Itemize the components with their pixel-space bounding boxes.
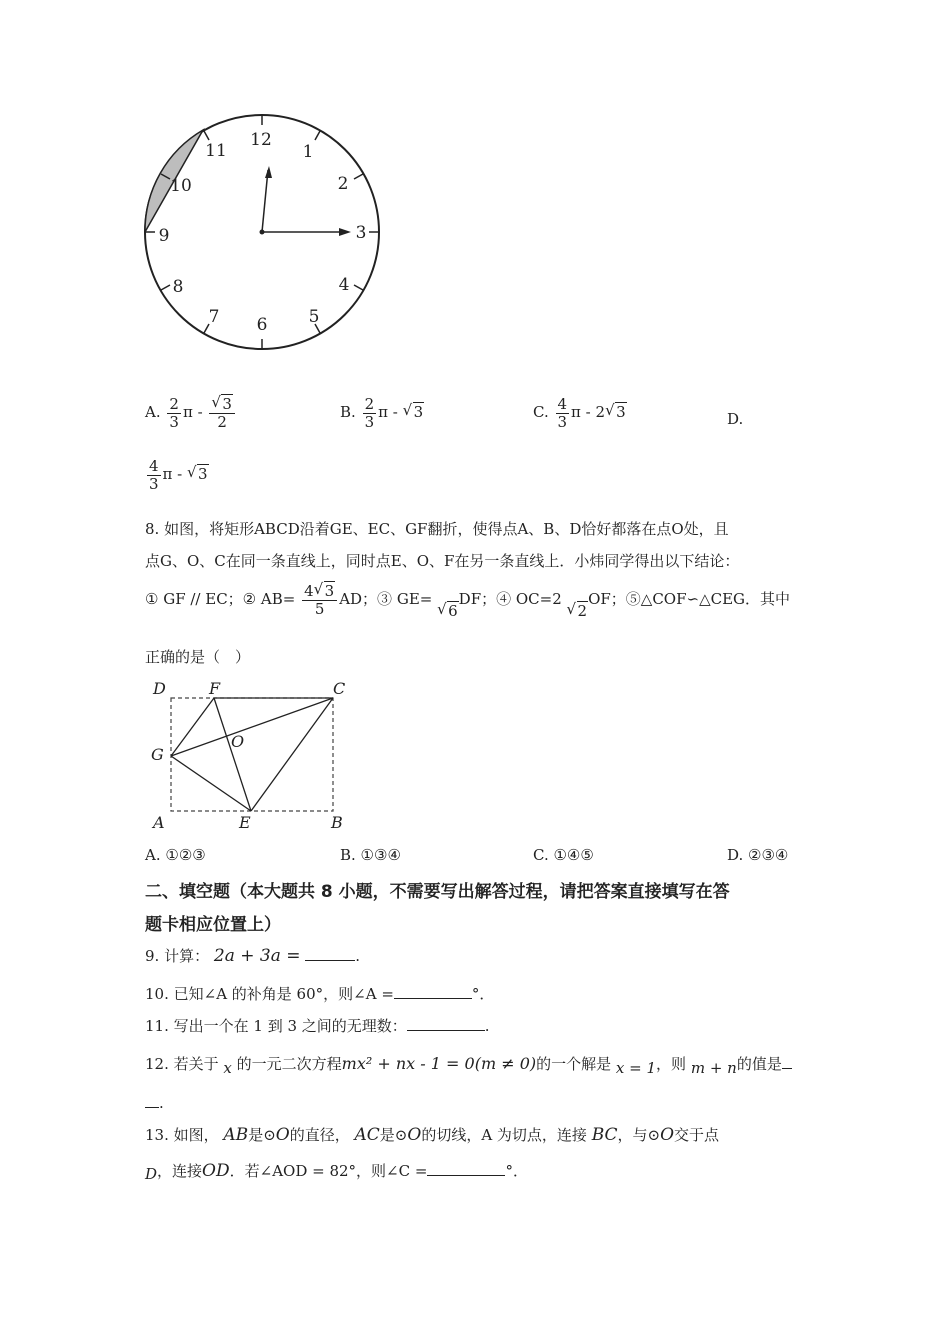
fraction — [556, 396, 570, 430]
sqrt — [605, 403, 627, 421]
q13-seg-bc: BC — [591, 1125, 618, 1145]
clock-number: 2 — [337, 174, 349, 194]
fraction — [302, 583, 337, 617]
q7-option-a — [145, 396, 237, 430]
point-label-f: F — [209, 679, 221, 698]
option-label: C. — [533, 403, 549, 421]
denominator: 2 — [217, 412, 227, 431]
q13-line2 — [145, 1160, 528, 1181]
option-label: B. — [340, 403, 356, 421]
q8-text: AD；③ GE= — [339, 590, 433, 608]
denominator: 5 — [314, 599, 325, 618]
q12-solution: x = 1 — [615, 1059, 657, 1077]
rectangle-fold-figure — [145, 676, 365, 836]
sqrt — [187, 465, 209, 483]
clock-figure — [135, 108, 390, 363]
q13-seg-od: OD — [202, 1161, 230, 1181]
clock-number: 8 — [172, 277, 184, 297]
q12-text: 12. 若关于 — [145, 1055, 219, 1073]
radicand: 3 — [616, 403, 626, 421]
radicand: 3 — [413, 403, 424, 421]
q12-suffix: . — [159, 1094, 164, 1112]
answer-blank[interactable] — [145, 1093, 159, 1108]
q13-text: 13. 如图， — [145, 1126, 219, 1144]
q13-text: 的切线，A 为切点，连接 — [421, 1126, 587, 1144]
sqrt — [437, 602, 459, 620]
q12-line2 — [145, 1093, 164, 1112]
clock-number: 10 — [170, 176, 192, 196]
clock-number: 3 — [355, 223, 367, 243]
radicand: 3 — [198, 465, 208, 483]
option-label: A. — [145, 403, 161, 421]
q13-text: 交于点 — [674, 1126, 720, 1144]
radicand: 2 — [577, 602, 588, 620]
point-label-e: E — [239, 813, 251, 832]
denominator: 3 — [169, 412, 179, 431]
q13-text: 是⊙ — [248, 1126, 276, 1144]
q10 — [145, 983, 494, 1004]
q13-text: ，与⊙ — [617, 1126, 661, 1144]
q13-point-d: D — [145, 1165, 158, 1183]
fraction — [167, 396, 181, 430]
radicand: 6 — [448, 602, 458, 620]
clock-number: 5 — [308, 307, 320, 327]
expr-rest: π - — [378, 403, 403, 421]
q13-text: 是⊙ — [379, 1126, 408, 1144]
q8-line2: 点G、O、C在同一条直线上，同时点E、O、F在另一条直线上．小炜同学得出以下结论： — [145, 552, 740, 570]
radicand: 3 — [222, 395, 232, 413]
q8-line1: 8. 如图，将矩形ABCD沿着GE、EC、GF翻折，使得点A、B、D恰好都落在点O处，且 — [145, 520, 729, 538]
q12-text: 的值是 — [736, 1055, 782, 1073]
option-label: D. — [727, 410, 744, 428]
q11-suffix: . — [484, 1017, 490, 1035]
clock-number: 11 — [205, 141, 227, 161]
q9-suffix: . — [355, 947, 361, 965]
fraction — [209, 396, 235, 430]
answer-blank[interactable] — [427, 1161, 505, 1176]
q10-text: 10. 已知∠A 的补角是 60°，则∠A = — [145, 985, 394, 1003]
q8-option-c: C. ①④⑤ — [533, 846, 594, 864]
q7-option-b — [340, 396, 424, 430]
q12-text: 的一元二次方程 — [236, 1055, 342, 1073]
q13-seg-ab: AB — [223, 1125, 249, 1145]
point-label-d: D — [153, 679, 166, 698]
section-heading: 二、填空题（本大题共 8 小题，不需要写出解答过程，请把答案直接填写在答 — [145, 882, 730, 902]
clock-number: 1 — [302, 142, 314, 162]
q13-seg-ac: AC — [354, 1125, 380, 1145]
sqrt — [314, 583, 336, 600]
point-label-a: A — [153, 813, 165, 832]
numerator: 2 — [364, 395, 375, 413]
q8-text: OF；⑤△COF∽△CEG．其中 — [588, 590, 791, 608]
q13-line1 — [145, 1124, 719, 1145]
point-label-o: O — [231, 732, 245, 751]
clock-number: 12 — [250, 130, 272, 150]
numerator: 4 — [149, 457, 159, 475]
clock-number: 4 — [338, 275, 350, 295]
q7-option-d-label — [727, 410, 743, 428]
q13-text: 的直径， — [289, 1126, 350, 1144]
q7-option-d — [145, 458, 209, 492]
q12-text: ，则 — [656, 1055, 687, 1073]
point-label-g: G — [151, 745, 164, 764]
radicand: 3 — [324, 582, 335, 600]
q10-suffix: °． — [471, 985, 495, 1003]
q13-suffix: °． — [505, 1162, 528, 1180]
fraction — [363, 396, 377, 430]
denominator: 3 — [364, 412, 375, 431]
denominator: 3 — [149, 474, 159, 493]
sqrt — [567, 602, 589, 620]
answer-blank[interactable] — [782, 1054, 792, 1069]
q8-option-a: A. ①②③ — [145, 846, 206, 864]
q9 — [145, 945, 360, 966]
q12 — [145, 1053, 792, 1077]
q13-text: ．若∠AOD = 82° — [229, 1162, 357, 1180]
q8-conclusions — [145, 582, 791, 620]
point-label-b: B — [331, 813, 343, 832]
coef: 4 — [304, 582, 314, 600]
q8-text: DF；④ OC=2 — [458, 590, 562, 608]
clock-number: 6 — [256, 315, 268, 335]
answer-blank[interactable] — [305, 946, 355, 961]
sqrt — [403, 403, 425, 421]
fraction — [147, 458, 161, 492]
expr-rest: π - — [182, 403, 208, 421]
answer-blank[interactable] — [407, 1016, 485, 1031]
section-heading-2: 题卡相应位置上） — [145, 915, 281, 935]
q8-text: ① GF // EC；② AB= — [145, 590, 296, 608]
q13-circle-o: O — [275, 1125, 290, 1145]
q13-text: ，则∠C = — [356, 1162, 428, 1180]
q13-circle-o: O — [660, 1125, 675, 1145]
q7-option-c — [533, 396, 627, 430]
answer-blank[interactable] — [394, 984, 472, 999]
q9-expression: 2a + 3a = — [213, 946, 301, 966]
q13-circle-o: O — [407, 1125, 422, 1145]
q12-var: x — [223, 1059, 232, 1077]
point-label-c: C — [333, 679, 346, 698]
q9-prefix: 9. 计算： — [145, 947, 210, 965]
q13-text: ，连接 — [157, 1162, 203, 1180]
expr-rest: π - 2 — [571, 403, 606, 421]
denominator: 3 — [557, 412, 568, 431]
q11 — [145, 1015, 490, 1036]
q12-equation: mx² + nx - 1 = 0(m ≠ 0) — [341, 1054, 537, 1073]
q8-option-b: B. ①③④ — [340, 846, 401, 864]
numerator: 2 — [169, 395, 179, 413]
q8-option-d: D. ②③④ — [727, 846, 789, 864]
q8-line4: 正确的是（ ） — [145, 648, 251, 666]
clock-number: 7 — [208, 307, 220, 327]
q12-expr: m + n — [690, 1059, 737, 1077]
expr-rest: π - — [162, 465, 188, 483]
clock-number: 9 — [158, 226, 170, 246]
q12-text: 的一个解是 — [536, 1055, 612, 1073]
q11-text: 11. 写出一个在 1 到 3 之间的无理数： — [145, 1017, 407, 1035]
numerator: 4 — [557, 395, 568, 413]
sqrt — [211, 396, 233, 413]
